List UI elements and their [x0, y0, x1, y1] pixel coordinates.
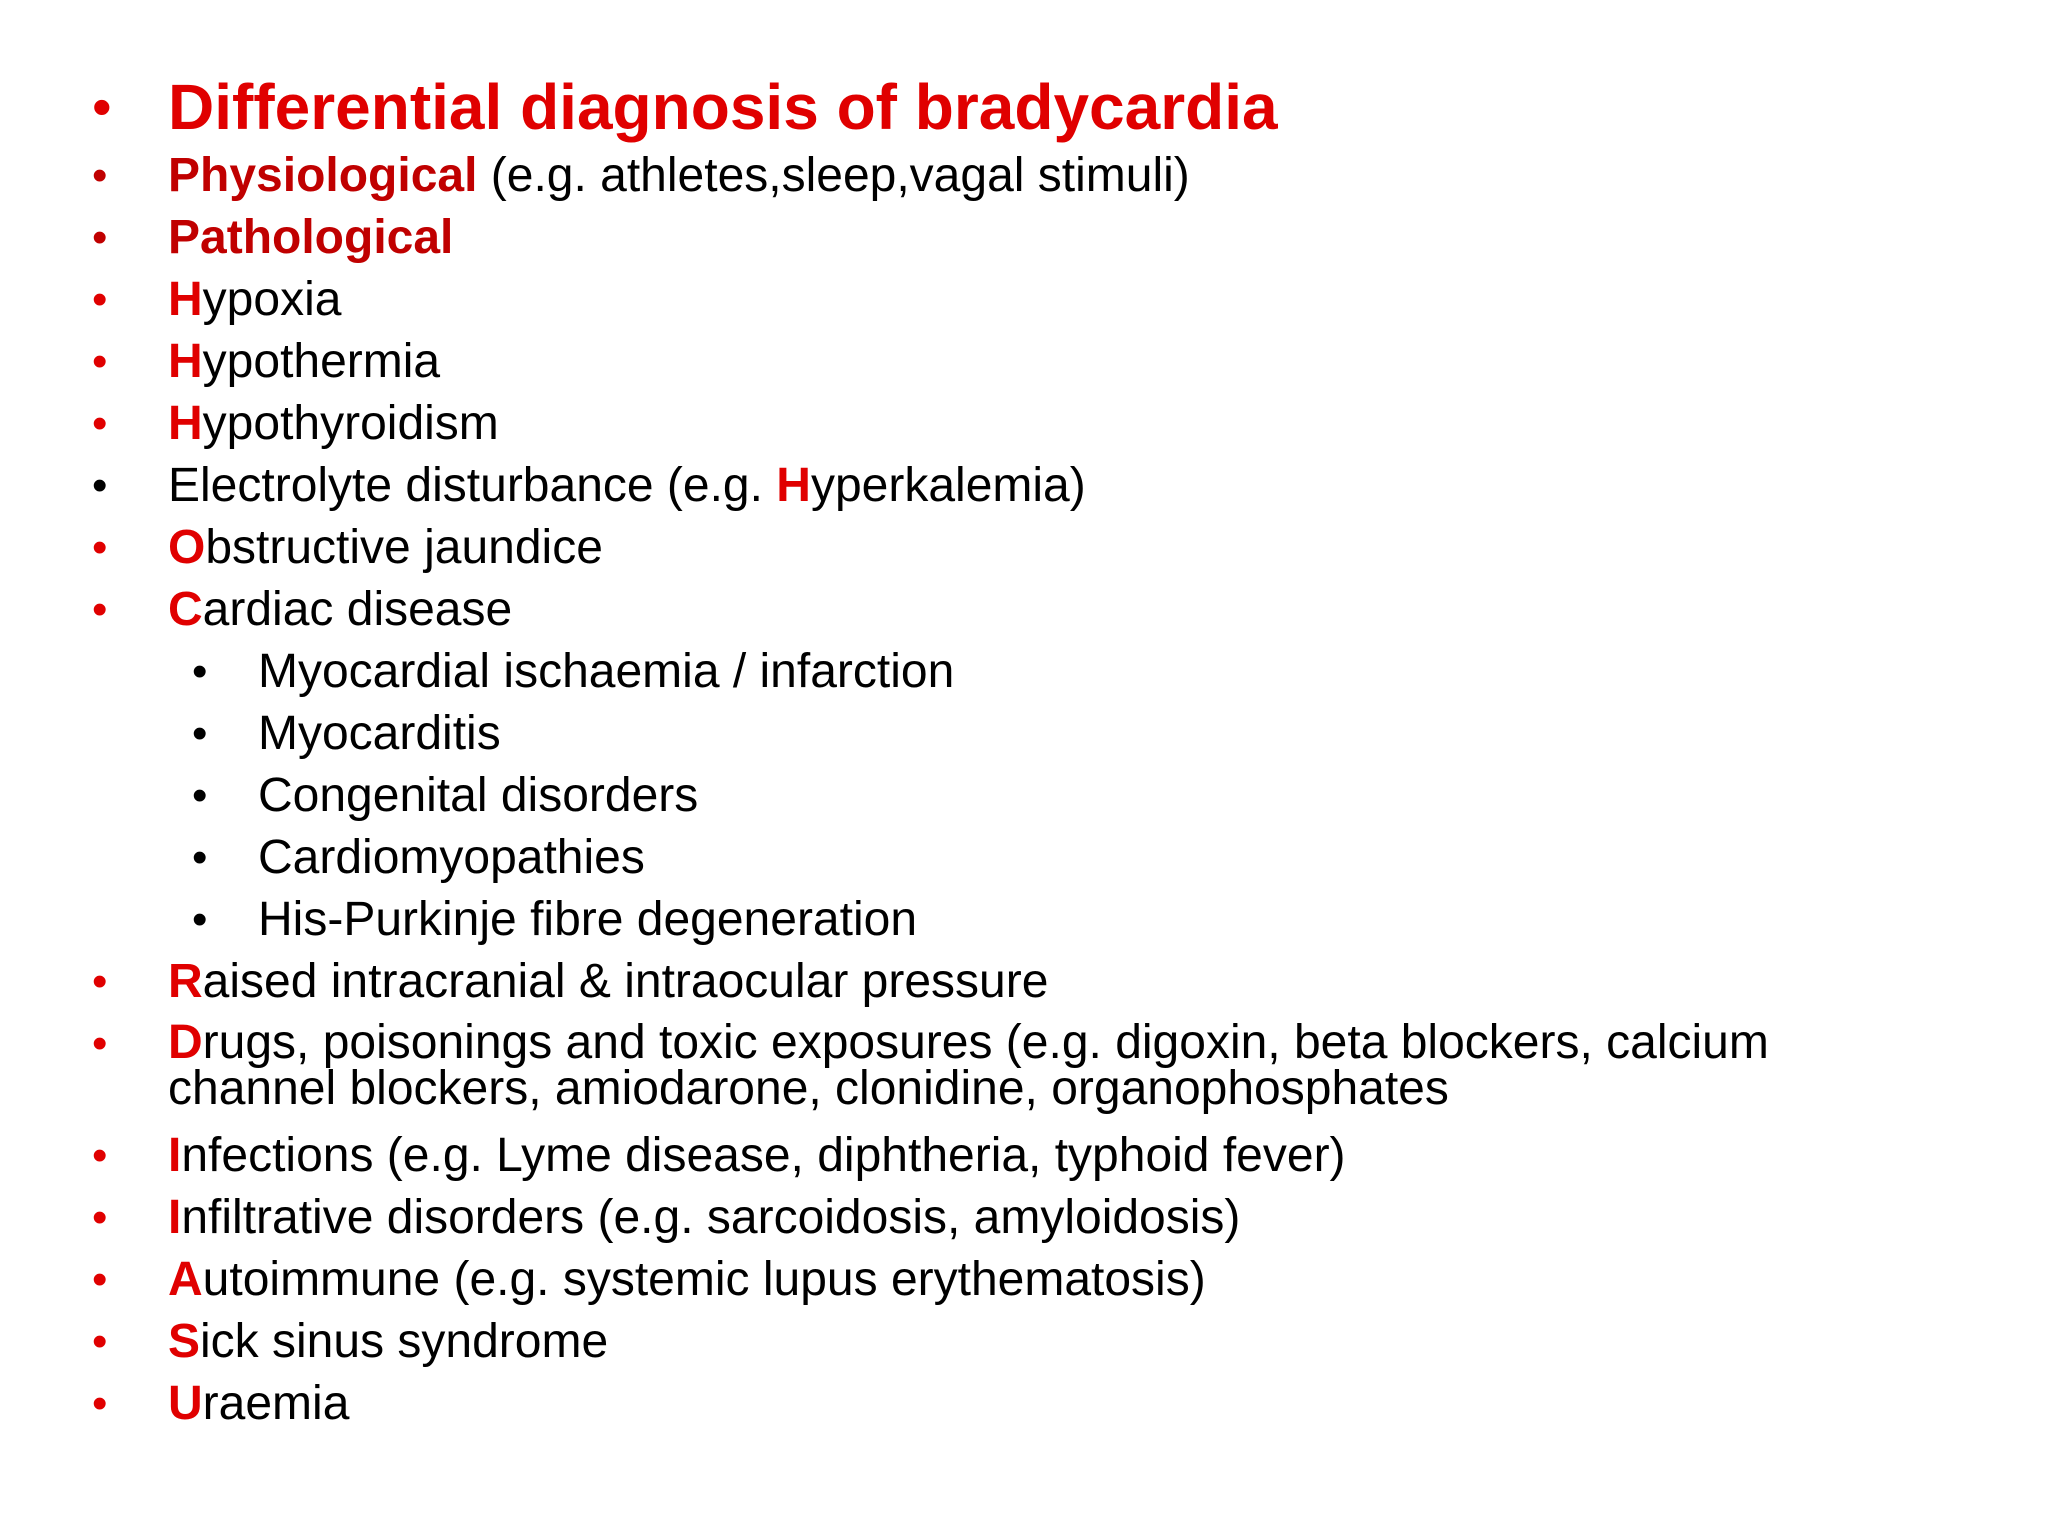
bullet-icon: • [92, 523, 108, 572]
bullet-icon: • [92, 957, 108, 1006]
list-item-text [168, 1253, 1928, 1306]
list-item-rest: aised intracranial & intraocular pressure [202, 955, 1049, 1008]
bullet-icon: • [92, 1317, 108, 1366]
list-item-prefix: Electrolyte disturbance (e.g. [168, 459, 777, 512]
list-item-text [168, 273, 1928, 326]
category-label: Physiological [168, 149, 478, 202]
bullet-icon: • [92, 585, 108, 634]
bullet-icon: • [92, 1255, 108, 1304]
mnemonic-initial: H [168, 397, 203, 450]
mnemonic-initial: H [776, 459, 811, 512]
bullet-icon: • [192, 771, 208, 820]
mnemonic-initial: O [168, 521, 206, 574]
list-item-text [168, 1315, 1928, 1368]
sub-list-item-text: Congenital disorders [258, 769, 699, 822]
list-item-text [168, 397, 1928, 450]
slide-title: Differential diagnosis of bradycardia [168, 71, 1278, 143]
list-item-text [168, 459, 1928, 512]
bullet-icon: • [192, 833, 208, 882]
bullet-icon: • [192, 895, 208, 944]
mnemonic-initial: I [168, 1191, 182, 1244]
list-item-text [168, 1377, 1928, 1430]
sub-list-item-text: His-Purkinje fibre degeneration [258, 893, 918, 946]
mnemonic-initial: H [168, 335, 203, 388]
bullet-icon: • [92, 1019, 108, 1068]
mnemonic-initial: C [168, 583, 203, 636]
bullet-icon: • [92, 399, 108, 448]
bullet-icon: • [92, 1379, 108, 1428]
bullet-icon: • [92, 337, 108, 386]
list-item-rest: ypothermia [202, 335, 441, 388]
list-item-rest: nfiltrative disorders (e.g. sarcoidosis, amyloidosis) [181, 1191, 1241, 1244]
sub-list-item-text: Myocardial ischaemia / infarction [258, 645, 955, 698]
bullet-icon: • [92, 151, 108, 200]
bullet-icon: • [192, 709, 208, 758]
list-item-rest: yperkalemia) [810, 459, 1086, 512]
mnemonic-initial: R [168, 955, 203, 1008]
bullet-icon: • [192, 647, 208, 696]
list-item-text [168, 955, 1928, 1008]
mnemonic-initial: S [168, 1315, 201, 1368]
bullet-icon: • [92, 213, 108, 262]
list-item-rest: utoimmune (e.g. systemic lupus erythematosis) [202, 1253, 1206, 1306]
list-item-text [168, 335, 1928, 388]
list-item-text [168, 583, 1928, 636]
sub-list-item-text: Myocarditis [258, 707, 501, 760]
list-item-rest: ick sinus syndrome [200, 1315, 609, 1368]
list-item-text [168, 1129, 1928, 1182]
list-item-text [168, 1191, 1928, 1244]
category-label: Pathological [168, 211, 454, 264]
list-item-rest: rugs, poisonings and toxic exposures (e.g. digoxin, beta blockers, calcium channel blockers, amiodarone, clonidine, organophosphates [168, 1016, 1769, 1115]
list-item-rest: ypoxia [202, 273, 342, 326]
bullet-icon: • [92, 75, 112, 138]
list-item-text [168, 521, 1928, 574]
bullet-icon: • [92, 1131, 108, 1180]
list-item-rest: raemia [202, 1377, 350, 1430]
list-item-rest: nfections (e.g. Lyme disease, diphtheria, typhoid fever) [181, 1129, 1346, 1182]
category-detail: (e.g. athletes,sleep,vagal stimuli) [477, 149, 1190, 202]
list-item-text [168, 1016, 1918, 1115]
list-item-rest: ypothyroidism [202, 397, 499, 450]
sub-list-item-text: Cardiomyopathies [258, 831, 645, 884]
bullet-icon: • [92, 1193, 108, 1242]
mnemonic-initial: H [168, 273, 203, 326]
list-item-rest: ardiac disease [202, 583, 513, 636]
mnemonic-initial: D [168, 1016, 203, 1069]
list-item-text [168, 149, 1928, 202]
bullet-icon: • [92, 461, 108, 510]
mnemonic-initial: U [168, 1377, 203, 1430]
mnemonic-initial: I [168, 1129, 182, 1182]
list-item-rest: bstructive jaundice [205, 521, 603, 574]
bullet-icon: • [92, 275, 108, 324]
mnemonic-initial: A [168, 1253, 203, 1306]
